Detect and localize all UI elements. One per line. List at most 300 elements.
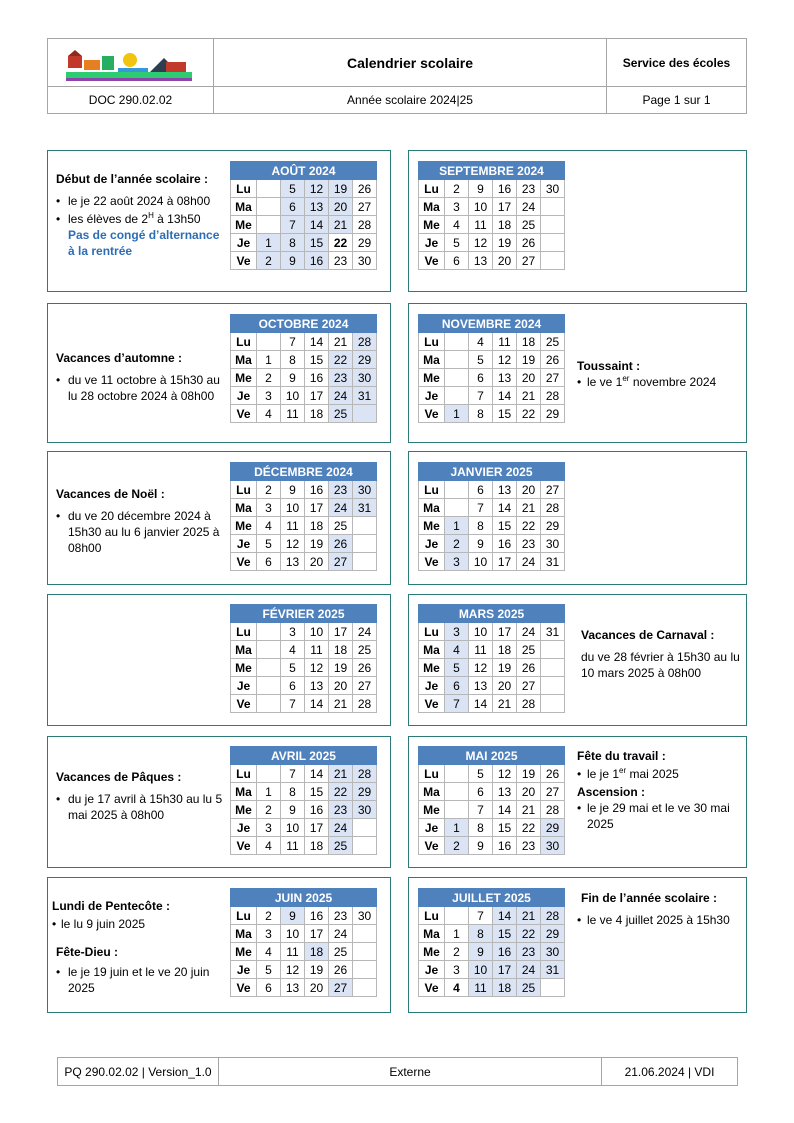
date-cell: 29 <box>541 517 565 535</box>
date-cell: 23 <box>329 369 353 387</box>
school-start-bullet-2: • les élèves de $2^H$ à 13h50 <box>56 211 226 227</box>
week-row <box>419 216 565 234</box>
day-label: Lu <box>419 180 445 198</box>
week-row <box>419 907 565 925</box>
date-cell: 29 <box>541 405 565 423</box>
calendar-decembre <box>230 462 377 571</box>
date-cell: 5 <box>257 961 281 979</box>
date-cell: 10 <box>281 819 305 837</box>
school-end-title: Fin de l’année scolaire : <box>581 891 718 905</box>
week-row <box>419 819 565 837</box>
day-label: Ma <box>419 641 445 659</box>
date-cell: 28 <box>353 333 377 351</box>
date-cell: 4 <box>257 517 281 535</box>
date-cell <box>445 481 469 499</box>
date-cell: 12 <box>305 659 329 677</box>
day-label: Ma <box>231 641 257 659</box>
calendar-mai <box>418 746 565 855</box>
day-label: Lu <box>231 765 257 783</box>
date-cell: 22 <box>517 405 541 423</box>
date-cell: 17 <box>493 623 517 641</box>
document-title: Calendrier scolaire <box>214 39 607 87</box>
date-cell <box>541 695 565 713</box>
week-row <box>231 961 377 979</box>
day-label: Me <box>419 517 445 535</box>
date-cell: 27 <box>541 369 565 387</box>
date-cell: 30 <box>541 837 565 855</box>
date-cell: 20 <box>517 481 541 499</box>
date-cell: 24 <box>329 819 353 837</box>
date-cell: 25 <box>517 979 541 997</box>
date-cell: 6 <box>257 553 281 571</box>
day-label: Me <box>231 943 257 961</box>
date-cell: 4 <box>281 641 305 659</box>
logo <box>48 39 214 87</box>
date-cell: 12 <box>493 765 517 783</box>
week-row <box>419 801 565 819</box>
date-cell <box>353 961 377 979</box>
day-label: Je <box>231 535 257 553</box>
date-cell: 18 <box>493 641 517 659</box>
date-cell: 24 <box>517 623 541 641</box>
day-label: Ma <box>419 351 445 369</box>
week-row <box>419 943 565 961</box>
date-cell: 21 <box>329 765 353 783</box>
date-cell: 18 <box>493 216 517 234</box>
panel-december <box>47 451 391 585</box>
date-cell <box>353 405 377 423</box>
date-cell: 15 <box>493 819 517 837</box>
date-cell: 2 <box>257 252 281 270</box>
date-cell: 4 <box>469 333 493 351</box>
date-cell: 25 <box>329 837 353 855</box>
date-cell: 2 <box>445 180 469 198</box>
month-title: MAI 2025 <box>419 747 565 765</box>
date-cell: 31 <box>541 961 565 979</box>
date-cell: 27 <box>353 198 377 216</box>
month-title: JUIN 2025 <box>231 889 377 907</box>
date-cell <box>257 216 281 234</box>
document-header <box>47 38 747 114</box>
date-cell: 1 <box>257 783 281 801</box>
date-cell: 16 <box>493 535 517 553</box>
day-label: Lu <box>231 180 257 198</box>
week-row <box>231 180 377 198</box>
date-cell <box>541 216 565 234</box>
date-cell: 15 <box>305 783 329 801</box>
day-label: Je <box>231 961 257 979</box>
day-label: Me <box>231 659 257 677</box>
week-row <box>231 765 377 783</box>
week-row <box>231 369 377 387</box>
date-cell: 3 <box>257 925 281 943</box>
date-cell: 18 <box>305 517 329 535</box>
date-cell <box>445 387 469 405</box>
date-cell: 19 <box>517 351 541 369</box>
ascension-title: Ascension : <box>577 785 646 799</box>
date-cell: 14 <box>493 499 517 517</box>
date-cell: 12 <box>281 535 305 553</box>
week-row <box>419 765 565 783</box>
date-cell: 19 <box>517 765 541 783</box>
week-row <box>419 481 565 499</box>
day-label: Ve <box>231 252 257 270</box>
panel-january <box>408 451 747 585</box>
date-cell: 10 <box>281 387 305 405</box>
month-title: SEPTEMBRE 2024 <box>419 162 565 180</box>
date-cell: 15 <box>493 925 517 943</box>
date-cell: 18 <box>305 837 329 855</box>
week-row <box>419 837 565 855</box>
calendar-avril <box>230 746 377 855</box>
date-cell: 13 <box>469 252 493 270</box>
calendar-mars <box>418 604 565 713</box>
date-cell: 24 <box>353 623 377 641</box>
date-cell: 7 <box>281 333 305 351</box>
date-cell: 15 <box>305 234 329 252</box>
day-label: Lu <box>231 333 257 351</box>
day-label: Je <box>231 677 257 695</box>
date-cell: 2 <box>445 535 469 553</box>
date-cell: 9 <box>281 801 305 819</box>
date-cell: 29 <box>541 819 565 837</box>
date-cell: 25 <box>353 641 377 659</box>
day-label: Je <box>419 677 445 695</box>
day-label: Ma <box>231 783 257 801</box>
corpus-christi-title: Fête-Dieu : <box>56 945 119 959</box>
date-cell: 3 <box>445 198 469 216</box>
date-cell: 18 <box>517 333 541 351</box>
easter-break-bullet: • du je 17 avril à 15h30 au lu 5 mai 2025 à 08h00 <box>56 791 228 823</box>
day-label: Je <box>419 961 445 979</box>
christmas-break-bullet: • du ve 20 décembre 2024 à 15h30 au lu 6 janvier 2025 à 08h00 <box>56 508 228 556</box>
date-cell: 1 <box>445 819 469 837</box>
day-label: Ma <box>231 351 257 369</box>
villars-sur-glane-logo <box>60 42 200 84</box>
carnival-break-title: Vacances de Carnaval : <box>581 628 715 642</box>
date-cell: 17 <box>305 925 329 943</box>
date-cell: 21 <box>517 801 541 819</box>
day-label: Ve <box>231 405 257 423</box>
date-cell <box>541 659 565 677</box>
day-label: Lu <box>419 333 445 351</box>
date-cell: 22 <box>329 351 353 369</box>
date-cell: 14 <box>493 907 517 925</box>
week-row <box>231 216 377 234</box>
footer-version: PQ 290.02.02 | Version_1.0 <box>58 1058 219 1085</box>
date-cell: 27 <box>517 677 541 695</box>
footer-date: 21.06.2024 | VDI <box>624 1064 715 1079</box>
date-cell: 29 <box>353 783 377 801</box>
date-cell: 26 <box>517 234 541 252</box>
date-cell: 17 <box>305 387 329 405</box>
date-cell: 24 <box>517 961 541 979</box>
date-cell: 23 <box>517 943 541 961</box>
date-cell: 6 <box>469 783 493 801</box>
date-cell: 23 <box>517 535 541 553</box>
date-cell: 9 <box>469 943 493 961</box>
calendar-juillet <box>418 888 565 997</box>
date-cell <box>445 907 469 925</box>
day-label: Ve <box>231 695 257 713</box>
date-cell: 18 <box>305 943 329 961</box>
easter-break-title: Vacances de Pâques : <box>56 770 182 784</box>
date-cell: 21 <box>517 387 541 405</box>
date-cell: 5 <box>445 234 469 252</box>
week-row <box>231 677 377 695</box>
date-cell: 9 <box>281 369 305 387</box>
week-row <box>419 979 565 997</box>
day-label: Lu <box>231 907 257 925</box>
date-cell: 4 <box>257 837 281 855</box>
week-row <box>231 198 377 216</box>
date-cell <box>257 198 281 216</box>
panel-september <box>408 150 747 292</box>
date-cell: 3 <box>445 961 469 979</box>
day-label: Me <box>231 216 257 234</box>
date-cell: 15 <box>305 351 329 369</box>
date-cell: 13 <box>305 198 329 216</box>
date-cell: 5 <box>281 659 305 677</box>
date-cell: 9 <box>469 837 493 855</box>
week-row <box>231 783 377 801</box>
calendar-novembre <box>418 314 565 423</box>
christmas-break-notes <box>56 486 228 556</box>
may-holidays-notes <box>577 748 745 832</box>
date-cell: 14 <box>493 801 517 819</box>
autumn-break-title: Vacances d’automne : <box>56 351 183 365</box>
date-cell: 20 <box>305 553 329 571</box>
date-cell: 20 <box>305 979 329 997</box>
date-cell: 28 <box>353 695 377 713</box>
date-cell: 2 <box>445 943 469 961</box>
day-label: Ma <box>419 499 445 517</box>
date-cell: 4 <box>257 405 281 423</box>
week-row <box>231 943 377 961</box>
date-cell: 7 <box>469 801 493 819</box>
panel-march <box>408 594 747 726</box>
autumn-break-notes <box>56 350 228 404</box>
date-cell: 22 <box>329 783 353 801</box>
date-cell: 4 <box>445 641 469 659</box>
date-cell: 7 <box>281 216 305 234</box>
week-row <box>419 499 565 517</box>
week-row <box>231 517 377 535</box>
date-cell: 2 <box>257 369 281 387</box>
date-cell: 5 <box>469 351 493 369</box>
calendar-juin <box>230 888 377 997</box>
date-cell: 23 <box>517 837 541 855</box>
date-cell: 24 <box>329 387 353 405</box>
week-row <box>419 387 565 405</box>
week-row <box>419 517 565 535</box>
week-row <box>231 837 377 855</box>
day-label: Lu <box>231 481 257 499</box>
date-cell: 26 <box>329 961 353 979</box>
date-cell: 6 <box>445 252 469 270</box>
date-cell: 24 <box>517 198 541 216</box>
date-cell: 23 <box>517 180 541 198</box>
date-cell: 18 <box>305 405 329 423</box>
date-cell: 17 <box>493 553 517 571</box>
school-start-note: Pas de congé d’alternance à la rentrée <box>68 228 220 258</box>
date-cell <box>353 819 377 837</box>
week-row <box>231 405 377 423</box>
calendar-fevrier <box>230 604 377 713</box>
date-cell: 26 <box>517 659 541 677</box>
date-cell <box>541 252 565 270</box>
panel-november <box>408 303 747 443</box>
corpus-christi-bullet: • le je 19 juin et le ve 20 juin 2025 <box>56 964 228 996</box>
date-cell: 27 <box>541 481 565 499</box>
month-title: JANVIER 2025 <box>419 463 565 481</box>
date-cell: 28 <box>541 907 565 925</box>
date-cell: 11 <box>281 943 305 961</box>
date-cell: 25 <box>329 517 353 535</box>
date-cell: 7 <box>281 695 305 713</box>
date-cell <box>257 659 281 677</box>
date-cell <box>257 641 281 659</box>
date-cell <box>257 695 281 713</box>
service-name: Service des écoles <box>607 39 746 87</box>
panel-july <box>408 877 747 1013</box>
date-cell: 7 <box>445 695 469 713</box>
month-title: NOVEMBRE 2024 <box>419 315 565 333</box>
date-cell <box>445 369 469 387</box>
week-row <box>231 499 377 517</box>
date-cell: 13 <box>305 677 329 695</box>
week-row <box>419 351 565 369</box>
week-row <box>419 695 565 713</box>
date-cell: 4 <box>257 943 281 961</box>
day-label: Me <box>419 659 445 677</box>
date-cell: 6 <box>445 677 469 695</box>
week-row <box>419 252 565 270</box>
date-cell: 20 <box>329 198 353 216</box>
day-label: Lu <box>419 481 445 499</box>
date-cell: 19 <box>493 234 517 252</box>
date-cell: 14 <box>305 765 329 783</box>
week-row <box>419 405 565 423</box>
date-cell: 8 <box>469 925 493 943</box>
date-cell: 11 <box>305 641 329 659</box>
date-cell <box>541 234 565 252</box>
date-cell: 28 <box>353 765 377 783</box>
date-cell: 27 <box>353 677 377 695</box>
date-cell <box>353 837 377 855</box>
date-cell: 25 <box>329 405 353 423</box>
labour-day-bullet: • le je 1er mai 2025 <box>577 766 745 782</box>
date-cell: 23 <box>329 481 353 499</box>
month-title: FÉVRIER 2025 <box>231 605 377 623</box>
date-cell: 13 <box>493 783 517 801</box>
date-cell <box>541 641 565 659</box>
date-cell <box>257 677 281 695</box>
calendar-janvier <box>418 462 565 571</box>
date-cell: 16 <box>305 369 329 387</box>
date-cell: 30 <box>353 369 377 387</box>
day-label: Je <box>419 234 445 252</box>
calendar-octobre <box>230 314 377 423</box>
date-cell <box>257 623 281 641</box>
date-cell: 1 <box>257 351 281 369</box>
day-label: Je <box>419 387 445 405</box>
month-title: JUILLET 2025 <box>419 889 565 907</box>
date-cell: 8 <box>469 517 493 535</box>
panel-february <box>47 594 391 726</box>
panel-june <box>47 877 391 1013</box>
week-row <box>419 623 565 641</box>
pentecost-title: Lundi de Pentecôte : <box>52 899 171 913</box>
day-label: Me <box>231 517 257 535</box>
date-cell: 2 <box>257 481 281 499</box>
document-reference: DOC 290.02.02 <box>48 87 214 113</box>
day-label: Ve <box>231 837 257 855</box>
day-label: Ve <box>419 405 445 423</box>
date-cell: 15 <box>493 405 517 423</box>
date-cell: 6 <box>281 677 305 695</box>
date-cell: 28 <box>541 499 565 517</box>
week-row <box>231 641 377 659</box>
day-label: Lu <box>419 765 445 783</box>
date-cell: 9 <box>281 481 305 499</box>
week-row <box>231 351 377 369</box>
date-cell <box>353 517 377 535</box>
date-cell: 14 <box>305 216 329 234</box>
date-cell: 16 <box>305 907 329 925</box>
date-cell: 9 <box>281 252 305 270</box>
date-cell: 20 <box>493 252 517 270</box>
week-row <box>231 623 377 641</box>
date-cell: 21 <box>493 695 517 713</box>
date-cell: 9 <box>281 907 305 925</box>
school-end-bullet: • le ve 4 juillet 2025 à 15h30 <box>577 912 745 928</box>
week-row <box>419 369 565 387</box>
week-row <box>231 333 377 351</box>
date-cell <box>353 979 377 997</box>
school-start-title: Début de l’année scolaire : <box>56 172 209 186</box>
date-cell: 3 <box>281 623 305 641</box>
pentecost-bullet: • le lu 9 juin 2025 <box>52 916 228 932</box>
school-start-bullet-1: • le je 22 août 2024 à 08h00 <box>56 193 226 209</box>
carnival-break-notes <box>581 627 741 681</box>
day-label: Je <box>231 819 257 837</box>
date-cell: 18 <box>493 979 517 997</box>
date-cell: 27 <box>541 783 565 801</box>
date-cell <box>353 553 377 571</box>
day-label: Lu <box>231 623 257 641</box>
date-cell: 14 <box>493 387 517 405</box>
date-cell <box>445 783 469 801</box>
date-cell: 10 <box>305 623 329 641</box>
week-row <box>231 907 377 925</box>
date-cell: 11 <box>469 641 493 659</box>
date-cell: 6 <box>281 198 305 216</box>
panel-august <box>47 150 391 292</box>
date-cell <box>353 925 377 943</box>
date-cell: 17 <box>329 623 353 641</box>
date-cell <box>445 499 469 517</box>
date-cell: 28 <box>541 801 565 819</box>
date-cell: 16 <box>305 481 329 499</box>
date-cell: 11 <box>281 405 305 423</box>
date-cell: 21 <box>517 499 541 517</box>
date-cell: 23 <box>329 907 353 925</box>
date-cell: 10 <box>281 499 305 517</box>
date-cell: 30 <box>353 481 377 499</box>
date-cell: 7 <box>469 387 493 405</box>
date-cell: 11 <box>281 837 305 855</box>
